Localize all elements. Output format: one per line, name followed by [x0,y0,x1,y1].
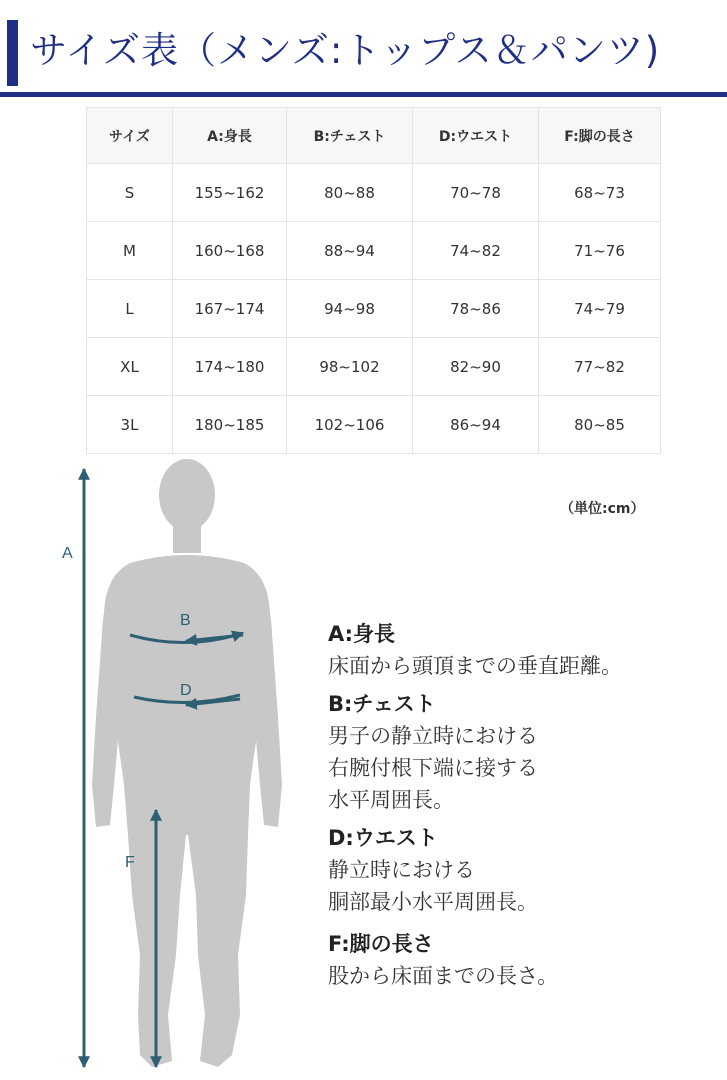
body-measurement-figure [0,455,320,1080]
table-row [87,222,661,280]
header [0,0,727,100]
body-silhouette [92,459,282,1067]
size-cell: S [87,164,173,222]
chest-cell: 102~106 [287,396,413,454]
waist-cell: 78~86 [413,280,539,338]
unit-note: （単位:cm） [560,501,645,517]
desc-title: A:身長 [328,622,396,646]
desc-line: 胴部最小水平周囲長。 [328,890,538,914]
torso-legs-shape [104,555,270,1067]
desc-title: B:チェスト [328,692,436,716]
table-row [87,338,661,396]
leg-length-cell: 80~85 [539,396,661,454]
title-underline [0,92,727,97]
desc-line: 股から床面までの長さ。 [328,964,559,988]
size-cell: L [87,280,173,338]
waist-cell: 70~78 [413,164,539,222]
table-row [87,164,661,222]
desc-waist [328,822,723,918]
size-cell: XL [87,338,173,396]
height-cell: 167~174 [173,280,287,338]
chest-cell: 98~102 [287,338,413,396]
chest-cell: 94~98 [287,280,413,338]
desc-line: 床面から頭頂までの垂直距離。 [328,654,622,678]
header-chest: B:チェスト [287,108,413,164]
height-cell: 174~180 [173,338,287,396]
leg-length-cell: 71~76 [539,222,661,280]
size-cell: M [87,222,173,280]
waist-cell: 86~94 [413,396,539,454]
desc-leg-length [328,928,723,992]
label-f: F [125,854,135,871]
desc-line: 男子の静立時における [328,724,538,748]
title-accent-bar [7,20,18,86]
desc-chest [328,688,723,816]
desc-line: 右腕付根下端に接する [328,756,538,780]
table-row [87,396,661,454]
height-cell: 180~185 [173,396,287,454]
desc-title: F:脚の長さ [328,932,434,956]
height-cell: 160~168 [173,222,287,280]
measurement-descriptions [328,618,723,998]
leg-length-cell: 68~73 [539,164,661,222]
header-leg-length: F:脚の長さ [539,108,661,164]
header-size: サイズ [87,108,173,164]
waist-cell: 82~90 [413,338,539,396]
size-table [86,107,661,454]
desc-line: 水平周囲長。 [328,788,454,812]
desc-title: D:ウエスト [328,826,438,850]
waist-cell: 74~82 [413,222,539,280]
table-header-row [87,108,661,164]
page-title: サイズ表（メンズ:トップス＆パンツ) [30,29,661,72]
desc-line: 静立時における [328,858,475,882]
neck-shape [173,523,201,553]
leg-length-cell: 74~79 [539,280,661,338]
desc-height [328,618,723,682]
table-row [87,280,661,338]
size-cell: 3L [87,396,173,454]
head-shape [159,459,215,531]
label-a: A [62,545,73,562]
chest-cell: 80~88 [287,164,413,222]
header-height: A:身長 [173,108,287,164]
height-cell: 155~162 [173,164,287,222]
leg-length-cell: 77~82 [539,338,661,396]
label-b: B [180,612,191,629]
header-waist: D:ウエスト [413,108,539,164]
label-d: D [180,682,192,699]
chest-cell: 88~94 [287,222,413,280]
